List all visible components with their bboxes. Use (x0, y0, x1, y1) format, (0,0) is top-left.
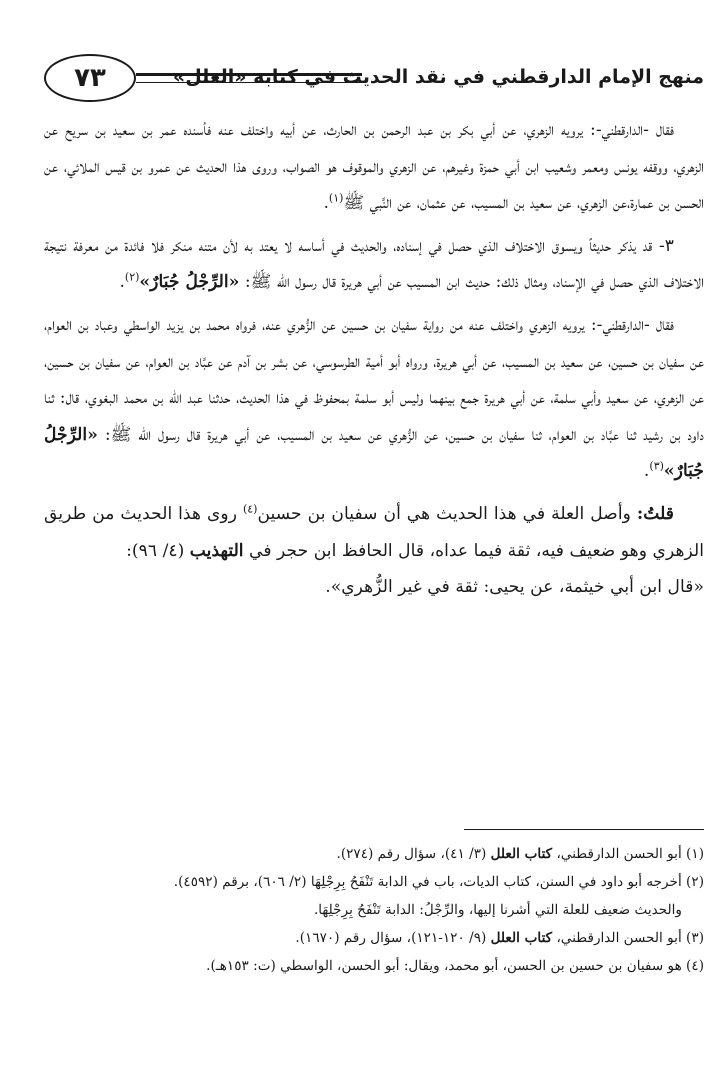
footnote-2-continuation: والحديث ضعيف للعلة التي أشرنا إليها، والرِّجْلُ: الدابة تَنْفَحُ بِرِجْلِهَا. (313, 902, 682, 918)
qultu-lead: قلتُ: (636, 503, 675, 524)
paragraph-4: قلتُ: وأصل العلة في هذا الحديث هي أن سفيان بن حسين$^{(٤)}$ روى هذا الحديث من طريق الزهري وهو ضعيف فيه، ثقة فيما عداه، قال الحافظ ابن حجر في التهذيب (٤/ ٩٦): (44, 502, 704, 561)
paragraph-3: فقال -الدارقطني-: يرويه الزهري واختلف عنه من رواية سفيان بن حسين عن الزُّهري عنه، فرواه محمد بن يزيد الواسطي وعباد بن العوام، عن سفيان بن حسين، عن سعيد بن المسيب، عن أبي هريرة، ورواه أبو أمية الطرسوسي، عن بشر بن آدم عن عبَّاد بن العوام، عن سفيان بن حسين، عن الزهري، عن سعيد وأبي سلمة، عن أبي هريرة جمع بينهما وليس أبو سلمة بمحفوظ في هذا الحديث، حدثنا عبد الله بن محمد البغوي، قال: ثنا داود بن رشيد ثنا عبَّاد بن العوام، ثنا سفيان بن حسين، عن الزُّهري عن سعيد بن المسيب، عن أبي هريرة قال رسول الله ﷺ: «الرِّجْلُ جُبَارٌ»$^{(٣)}$. (44, 314, 704, 482)
hadith-quote: «الرِّجْلُ جُبَارٌ» (44, 424, 704, 482)
paragraph-1: فقال -الدارقطني-: يرويه الزهري، عن أبي بكر بن عبد الرحمن بن الحارث، عن أبيه واختلف عنه فأسنده عمر بن سعيد بن سريح عن الزهري، ووقفه يونس ومعمر وشعيب ابن أبي حمزة وغيرهم، عن الزهري والموقوف هو الصواب، وروى هذا الحديث عن عمرو بن قيس الملائي، عن الحسن بن عمارة،عن الزهري، عن سعيد بن المسيب، عن عثمان، عن النَّبي ﷺ$^{(١)}$. (44, 120, 704, 214)
footnote-1: (١) أبو الحسن الدارقطني، كتاب العلل (٣/ ٤١)، سؤال رقم (٢٧٤). (336, 846, 704, 862)
footnote-ref-1: (١) (328, 191, 344, 205)
running-header (44, 54, 704, 108)
footnote-ref-3: (٣) (649, 459, 664, 473)
footnote-ref-2: (٢) (124, 270, 140, 284)
paragraph-2: ٣- قد يذكر حديثاً ويسوق الاختلاف الذي حصل في إسناده، والحديث في أساسه لا يعتد به لأن متنه منكر فلا فائدة من معرفة نتيجة الاختلاف الذي حصل في الإسناد، ومثال ذلك: حديث ابن المسيب عن أبي هريرة قال رسول الله ﷺ: «الرِّجْلُ جُبَارٌ»$^{(٢)}$. (44, 235, 704, 293)
main-text (44, 112, 704, 606)
quotation-line: «قال ابن أبي خيثمة، عن يحيى: ثقة في غير الزُّهري». (325, 577, 704, 598)
header-rule (136, 73, 362, 83)
footnotes (40, 840, 704, 980)
book-name: التهذيب (189, 540, 244, 561)
page-number: ٧٣ (44, 54, 136, 102)
footnote-3: (٣) أبو الحسن الدارقطني، كتاب العلل (٩/ ١٢٠-١٢١)، سؤال رقم (١٦٧٠). (295, 930, 704, 946)
footnote-4: (٤) هو سفيان بن حسين بن الحسن، أبو محمد، ويقال: أبو الحسن، الواسطي (ت: ١٥٣هـ). (206, 958, 704, 974)
book-title: منهج الإمام الدارقطني في نقد الحديث في كتابه «العلل» (172, 66, 704, 88)
footnote-2: (٢) أخرجه أبو داود في السنن، كتاب الديات، باب في الدابة تَنْفَحُ بِرِجْلِهَا (٢/ ٦٠٦)، برقم (٤٥٩٢). (173, 874, 704, 890)
footnote-separator (464, 829, 704, 830)
hadith-quote: «الرِّجْلُ جُبَارٌ» (139, 272, 240, 293)
footnote-ref-4: (٤) (242, 502, 258, 516)
